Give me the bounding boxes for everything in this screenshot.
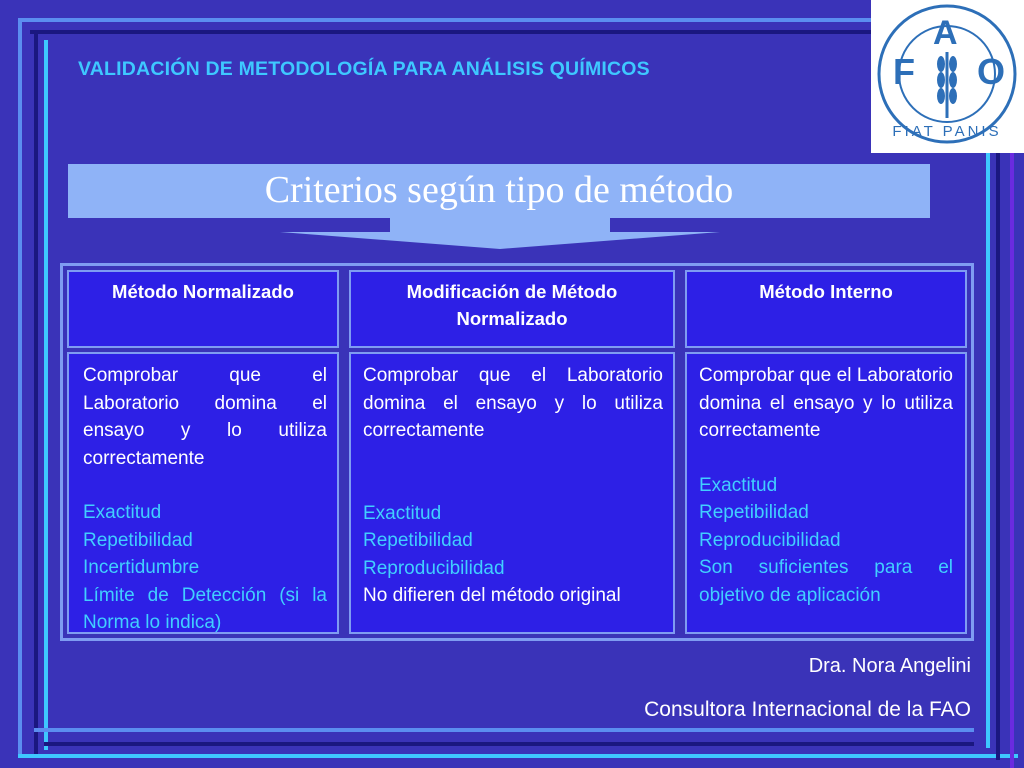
frame-line-left [18, 18, 22, 758]
table-cell-modificacion [349, 352, 675, 634]
frame-line-right [986, 150, 990, 748]
criterion-item: Repetibilidad [363, 530, 473, 551]
criterion-item: Exactitud [699, 474, 778, 496]
criterion-item: Exactitud [363, 502, 442, 524]
criterion-item: Reproducibilidad [699, 529, 841, 551]
criteria-list [699, 472, 953, 610]
table-cell-metodo-normalizado [67, 352, 339, 634]
criterion-item: Límite de Detección (si la Norma lo indica) [83, 584, 327, 633]
author-role: Consultora Internacional de la FAO [644, 698, 971, 721]
banner-arrow [280, 218, 720, 250]
criterion-item: Reproducibilidad [363, 557, 505, 579]
criterion-item: Exactitud [83, 502, 162, 523]
table-header-metodo-interno [685, 270, 967, 348]
criterion-item: Repetibilidad [699, 502, 809, 523]
fao-logo [871, 0, 1024, 153]
frame-line-top [18, 18, 872, 22]
criterion-item: Son suficientes para el objetivo de aplicación [699, 557, 953, 606]
frame-line-left-2 [34, 30, 38, 758]
criteria-list [363, 500, 663, 610]
criterion-item: Repetibilidad [83, 529, 193, 551]
header-label: Método Interno [759, 281, 893, 302]
frame-line-left-3 [44, 40, 48, 750]
criteria-list [83, 499, 327, 637]
table-header-modificacion [349, 270, 675, 348]
author-name: Dra. Nora Angelini [808, 655, 971, 677]
requirement-text: Comprobar que el Laboratorio domina el ensayo y lo utiliza correctamente [83, 365, 327, 469]
frame-line-top-2 [30, 30, 872, 34]
fao-logo-emblem [871, 0, 1024, 153]
banner-title: Criterios según tipo de método [264, 169, 734, 211]
logo-motto: FIAT PANIS [892, 123, 1002, 140]
frame-line-right-3 [1010, 150, 1014, 768]
criterion-item: Incertidumbre [83, 557, 200, 578]
page-title: VALIDACIÓN DE METODOLOGÍA PARA ANÁLISIS QUÍMICOS [78, 58, 650, 80]
logo-letter-o: O [977, 51, 1006, 92]
logo-letter-f: F [893, 51, 915, 92]
table-cell-metodo-interno [685, 352, 967, 634]
logo-letter-a: A [933, 14, 958, 52]
criteria-table [60, 263, 974, 641]
frame-line-bottom-2 [44, 742, 974, 746]
section-banner [68, 164, 930, 218]
frame-line-bottom-3 [18, 754, 1018, 758]
table-header-metodo-normalizado [67, 270, 339, 348]
frame-line-right-2 [996, 150, 1000, 760]
criterion-note: No difieren del método original [363, 585, 621, 606]
frame-line-bottom [34, 728, 974, 732]
header-label: Modificación de Método Normalizado [406, 281, 618, 329]
requirement-text: Comprobar que el Laboratorio domina el ensayo y lo utiliza correctamente [699, 365, 953, 441]
requirement-text: Comprobar que el Laboratorio domina el ensayo y lo utiliza correctamente [363, 365, 663, 441]
header-label: Método Normalizado [112, 281, 294, 302]
